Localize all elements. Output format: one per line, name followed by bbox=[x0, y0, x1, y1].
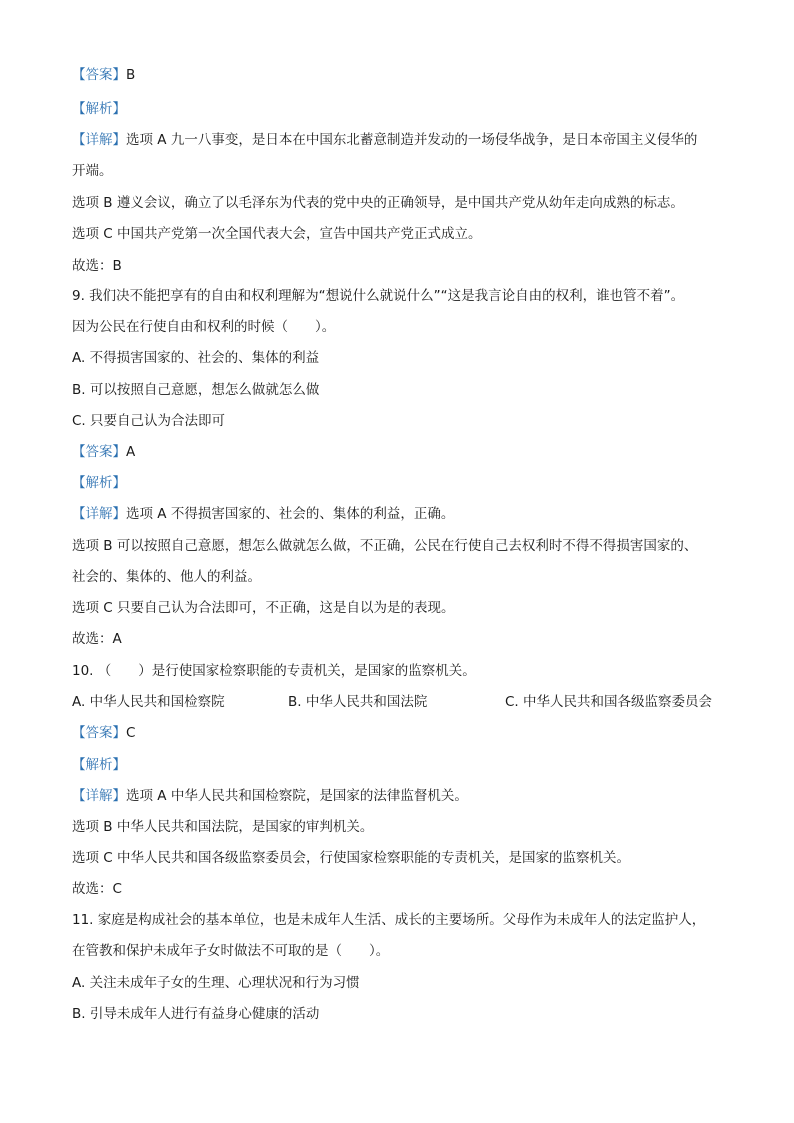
text-line: 选项 B 遵义会议，确立了以毛泽东为代表的党中央的正确领导，是中国共产党从幼年走向成熟的标志。 bbox=[72, 195, 684, 211]
question-9-line: 因为公民在行使自由和权利的时候（ ）。 bbox=[72, 319, 336, 335]
option-line: A. 关注未成年子女的生理、心理状况和行为习惯 bbox=[72, 975, 360, 991]
answer-line: 【答案】A bbox=[72, 444, 136, 460]
text-line: 选项 B 中华人民共和国法院，是国家的审判机关。 bbox=[72, 819, 374, 835]
text-line: 故选：C bbox=[72, 881, 122, 897]
answer-line: 【答案】B bbox=[72, 67, 136, 83]
analysis-tag: 【解析】 bbox=[72, 101, 126, 117]
text-line: 选项 C 中国共产党第一次全国代表大会，宣告中国共产党正式成立。 bbox=[72, 226, 482, 242]
text-line: 故选：A bbox=[72, 631, 122, 647]
text-line: 选项 C 中华人民共和国各级监察委员会，行使国家检察职能的专责机关，是国家的监察机关。 bbox=[72, 850, 631, 866]
analysis-tag: 【解析】 bbox=[72, 475, 126, 491]
analysis-line bbox=[72, 755, 126, 775]
detail-tag: 【详解】 bbox=[72, 788, 126, 804]
detail-line: 【详解】选项 A 九一八事变，是日本在中国东北蓄意制造并发动的一场侵华战争，是日本帝国主义侵华的 bbox=[72, 132, 698, 148]
text-line: 开端。 bbox=[72, 163, 113, 179]
answer-tag: 【答案】 bbox=[72, 67, 126, 83]
text-line: 社会的、集体的、他人的利益。 bbox=[72, 569, 261, 585]
option-line: C. 只要自己认为合法即可 bbox=[72, 413, 226, 429]
text-line: 故选：B bbox=[72, 258, 122, 274]
answer-tag: 【答案】 bbox=[72, 725, 126, 741]
detail-line: 【详解】选项 A 不得损害国家的、社会的、集体的利益，正确。 bbox=[72, 506, 455, 522]
question-11-line: 在管教和保护未成年子女时做法不可取的是（ ）。 bbox=[72, 943, 390, 959]
option-line: A. 不得损害国家的、社会的、集体的利益 bbox=[72, 350, 320, 366]
detail-line: 【详解】选项 A 中华人民共和国检察院，是国家的法律监督机关。 bbox=[72, 788, 468, 804]
question-11-line: 11. 家庭是构成社会的基本单位，也是未成年人生活、成长的主要场所。父母作为未成年人的法定监护人， bbox=[72, 912, 706, 928]
question-9-line: 9. 我们决不能把享有的自由和权利理解为“想说什么就说什么”“这是我言论自由的权利，谁也管不着”。 bbox=[72, 288, 685, 304]
text-line: 选项 B 可以按照自己意愿，想怎么做就怎么做，不正确，公民在行使自己去权利时不得不得损害国家的、 bbox=[72, 538, 698, 554]
option-c: C. 中华人民共和国各级监察委员会 bbox=[505, 694, 713, 710]
answer-tag: 【答案】 bbox=[72, 444, 126, 460]
option-a: A. 中华人民共和国检察院 bbox=[72, 694, 225, 710]
question-10-line: 10. （ ）是行使国家检察职能的专责机关，是国家的监察机关。 bbox=[72, 663, 476, 679]
analysis-tag: 【解析】 bbox=[72, 757, 126, 773]
answer-line: 【答案】C bbox=[72, 725, 136, 741]
text-line: 选项 C 只要自己认为合法即可，不正确，这是自以为是的表现。 bbox=[72, 600, 455, 616]
analysis-line bbox=[72, 99, 126, 119]
option-line: B. 引导未成年人进行有益身心健康的活动 bbox=[72, 1006, 320, 1022]
analysis-line bbox=[72, 473, 126, 493]
option-b: B. 中华人民共和国法院 bbox=[288, 694, 428, 710]
option-line: B. 可以按照自己意愿，想怎么做就怎么做 bbox=[72, 382, 320, 398]
detail-tag: 【详解】 bbox=[72, 506, 126, 522]
detail-tag: 【详解】 bbox=[72, 132, 126, 148]
